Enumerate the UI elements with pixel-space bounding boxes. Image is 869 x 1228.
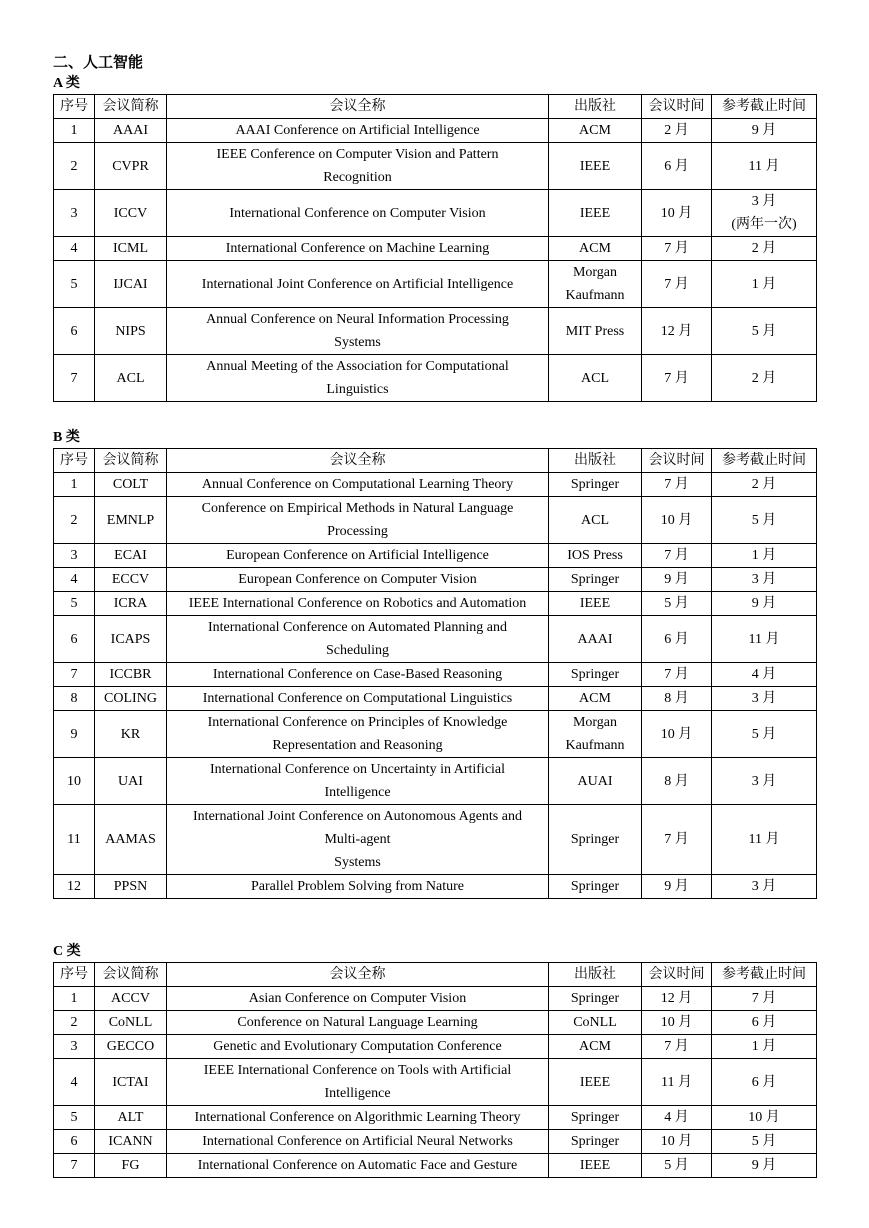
cell-deadline-month: 2 月 bbox=[712, 473, 817, 497]
cell-conf-abbrev: KR bbox=[95, 711, 167, 758]
cell-conf-month: 7 月 bbox=[642, 805, 712, 875]
cell-seq-number: 9 bbox=[54, 711, 95, 758]
cell-publisher: Springer bbox=[549, 568, 642, 592]
table-row bbox=[54, 1011, 817, 1035]
cell-conf-month: 7 月 bbox=[642, 473, 712, 497]
cell-conf-abbrev: IJCAI bbox=[95, 261, 167, 308]
cell-conf-abbrev: COLING bbox=[95, 687, 167, 711]
cell-conf-fullname: AAAI Conference on Artificial Intelligence bbox=[167, 119, 549, 143]
table-row bbox=[54, 143, 817, 190]
cell-publisher: Springer bbox=[549, 473, 642, 497]
cell-conf-abbrev: ACCV bbox=[95, 987, 167, 1011]
cell-conf-month: 9 月 bbox=[642, 875, 712, 899]
cell-seq-number: 7 bbox=[54, 1154, 95, 1178]
cell-conf-abbrev: ICML bbox=[95, 237, 167, 261]
cell-publisher: IOS Press bbox=[549, 544, 642, 568]
cell-publisher: ACL bbox=[549, 497, 642, 544]
section-spacer bbox=[53, 899, 817, 942]
cell-deadline-month: 2 月 bbox=[712, 355, 817, 402]
table-row bbox=[54, 1059, 817, 1106]
cell-conf-month: 2 月 bbox=[642, 119, 712, 143]
cell-publisher: ACM bbox=[549, 237, 642, 261]
cell-deadline-month: 6 月 bbox=[712, 1059, 817, 1106]
table-row bbox=[54, 592, 817, 616]
cell-seq-number: 1 bbox=[54, 987, 95, 1011]
cell-conf-month: 12 月 bbox=[642, 308, 712, 355]
cell-conf-abbrev: PPSN bbox=[95, 875, 167, 899]
conference-table-a bbox=[53, 94, 817, 402]
table-row bbox=[54, 261, 817, 308]
column-header-seq-number: 序号 bbox=[54, 449, 95, 473]
table-row bbox=[54, 687, 817, 711]
cell-conf-month: 11 月 bbox=[642, 1059, 712, 1106]
table-row bbox=[54, 497, 817, 544]
column-header-conf-fullname: 会议全称 bbox=[167, 95, 549, 119]
cell-conf-fullname: International Conference on Computational Linguistics bbox=[167, 687, 549, 711]
cell-conf-month: 7 月 bbox=[642, 544, 712, 568]
cell-deadline-month: 4 月 bbox=[712, 663, 817, 687]
cell-seq-number: 2 bbox=[54, 497, 95, 544]
cell-seq-number: 4 bbox=[54, 568, 95, 592]
cell-conf-abbrev: ACL bbox=[95, 355, 167, 402]
cell-conf-fullname: International Conference on Principles of Knowledge Representation and Reasoning bbox=[167, 711, 549, 758]
cell-conf-fullname: International Conference on Algorithmic Learning Theory bbox=[167, 1106, 549, 1130]
column-header-conf-abbrev: 会议简称 bbox=[95, 963, 167, 987]
cell-publisher: IEEE bbox=[549, 1059, 642, 1106]
section-title-c: C 类 bbox=[53, 944, 81, 959]
cell-seq-number: 7 bbox=[54, 355, 95, 402]
cell-deadline-month: 5 月 bbox=[712, 711, 817, 758]
cell-conf-month: 4 月 bbox=[642, 1106, 712, 1130]
column-header-publisher: 出版社 bbox=[549, 95, 642, 119]
cell-publisher: Morgan Kaufmann bbox=[549, 261, 642, 308]
cell-deadline-month: 7 月 bbox=[712, 987, 817, 1011]
cell-conf-fullname: International Conference on Automatic Face and Gesture bbox=[167, 1154, 549, 1178]
table-header-row bbox=[54, 95, 817, 119]
cell-conf-abbrev: AAAI bbox=[95, 119, 167, 143]
cell-conf-abbrev: CoNLL bbox=[95, 1011, 167, 1035]
column-header-deadline-month: 参考截止时间 bbox=[712, 95, 817, 119]
cell-conf-month: 10 月 bbox=[642, 497, 712, 544]
cell-seq-number: 6 bbox=[54, 308, 95, 355]
section-title-a: A 类 bbox=[53, 76, 80, 91]
cell-conf-fullname: European Conference on Computer Vision bbox=[167, 568, 549, 592]
cell-conf-fullname: Annual Conference on Computational Learning Theory bbox=[167, 473, 549, 497]
cell-conf-abbrev: COLT bbox=[95, 473, 167, 497]
cell-seq-number: 1 bbox=[54, 119, 95, 143]
cell-deadline-month: 11 月 bbox=[712, 616, 817, 663]
cell-publisher: Springer bbox=[549, 805, 642, 875]
cell-deadline-month: 9 月 bbox=[712, 1154, 817, 1178]
table-row bbox=[54, 758, 817, 805]
table-row bbox=[54, 711, 817, 758]
cell-publisher: MIT Press bbox=[549, 308, 642, 355]
cell-deadline-month: 3 月 (两年一次) bbox=[712, 190, 817, 237]
cell-deadline-month: 3 月 bbox=[712, 758, 817, 805]
cell-conf-fullname: Parallel Problem Solving from Nature bbox=[167, 875, 549, 899]
cell-deadline-month: 3 月 bbox=[712, 568, 817, 592]
cell-seq-number: 3 bbox=[54, 544, 95, 568]
cell-conf-fullname: International Conference on Computer Vision bbox=[167, 190, 549, 237]
column-header-publisher: 出版社 bbox=[549, 963, 642, 987]
cell-seq-number: 3 bbox=[54, 1035, 95, 1059]
cell-conf-abbrev: CVPR bbox=[95, 143, 167, 190]
cell-conf-fullname: International Joint Conference on Artificial Intelligence bbox=[167, 261, 549, 308]
cell-conf-month: 10 月 bbox=[642, 1130, 712, 1154]
cell-seq-number: 12 bbox=[54, 875, 95, 899]
cell-conf-abbrev: ECCV bbox=[95, 568, 167, 592]
cell-conf-fullname: Annual Conference on Neural Information Processing Systems bbox=[167, 308, 549, 355]
cell-seq-number: 3 bbox=[54, 190, 95, 237]
cell-conf-abbrev: FG bbox=[95, 1154, 167, 1178]
cell-deadline-month: 1 月 bbox=[712, 261, 817, 308]
cell-conf-abbrev: ICAPS bbox=[95, 616, 167, 663]
cell-publisher: Springer bbox=[549, 1130, 642, 1154]
cell-conf-month: 8 月 bbox=[642, 687, 712, 711]
conference-table-c bbox=[53, 962, 817, 1178]
cell-seq-number: 4 bbox=[54, 1059, 95, 1106]
cell-conf-month: 7 月 bbox=[642, 663, 712, 687]
cell-conf-fullname: International Joint Conference on Autonomous Agents and Multi-agent Systems bbox=[167, 805, 549, 875]
column-header-conf-month: 会议时间 bbox=[642, 449, 712, 473]
cell-deadline-month: 5 月 bbox=[712, 308, 817, 355]
cell-seq-number: 10 bbox=[54, 758, 95, 805]
table-row bbox=[54, 805, 817, 875]
section-title-b: B 类 bbox=[53, 430, 80, 445]
cell-seq-number: 5 bbox=[54, 1106, 95, 1130]
cell-seq-number: 7 bbox=[54, 663, 95, 687]
cell-conf-fullname: Genetic and Evolutionary Computation Conference bbox=[167, 1035, 549, 1059]
cell-conf-month: 10 月 bbox=[642, 1011, 712, 1035]
cell-deadline-month: 11 月 bbox=[712, 805, 817, 875]
cell-publisher: Springer bbox=[549, 875, 642, 899]
table-row bbox=[54, 568, 817, 592]
cell-conf-month: 6 月 bbox=[642, 143, 712, 190]
cell-seq-number: 5 bbox=[54, 592, 95, 616]
column-header-conf-month: 会议时间 bbox=[642, 95, 712, 119]
cell-seq-number: 1 bbox=[54, 473, 95, 497]
conference-table-b bbox=[53, 448, 817, 899]
cell-conf-month: 7 月 bbox=[642, 1035, 712, 1059]
cell-conf-abbrev: ECAI bbox=[95, 544, 167, 568]
document-heading: 二、人工智能 bbox=[53, 55, 144, 71]
column-header-deadline-month: 参考截止时间 bbox=[712, 449, 817, 473]
table-row bbox=[54, 616, 817, 663]
table-header-row bbox=[54, 449, 817, 473]
cell-conf-abbrev: UAI bbox=[95, 758, 167, 805]
cell-publisher: Springer bbox=[549, 987, 642, 1011]
column-header-conf-fullname: 会议全称 bbox=[167, 449, 549, 473]
cell-conf-fullname: IEEE International Conference on Tools with Artificial Intelligence bbox=[167, 1059, 549, 1106]
cell-conf-fullname: International Conference on Automated Planning and Scheduling bbox=[167, 616, 549, 663]
cell-conf-month: 9 月 bbox=[642, 568, 712, 592]
column-header-seq-number: 序号 bbox=[54, 95, 95, 119]
table-row bbox=[54, 355, 817, 402]
cell-conf-fullname: Conference on Empirical Methods in Natural Language Processing bbox=[167, 497, 549, 544]
cell-conf-abbrev: ICCV bbox=[95, 190, 167, 237]
cell-seq-number: 2 bbox=[54, 1011, 95, 1035]
cell-conf-abbrev: ICRA bbox=[95, 592, 167, 616]
column-header-conf-abbrev: 会议简称 bbox=[95, 449, 167, 473]
cell-seq-number: 6 bbox=[54, 616, 95, 663]
cell-conf-abbrev: ALT bbox=[95, 1106, 167, 1130]
cell-conf-abbrev: NIPS bbox=[95, 308, 167, 355]
cell-deadline-month: 1 月 bbox=[712, 1035, 817, 1059]
cell-deadline-month: 3 月 bbox=[712, 875, 817, 899]
cell-conf-month: 12 月 bbox=[642, 987, 712, 1011]
table-row bbox=[54, 190, 817, 237]
column-header-conf-month: 会议时间 bbox=[642, 963, 712, 987]
table-row bbox=[54, 544, 817, 568]
cell-conf-fullname: Annual Meeting of the Association for Computational Linguistics bbox=[167, 355, 549, 402]
cell-conf-fullname: Conference on Natural Language Learning bbox=[167, 1011, 549, 1035]
table-row bbox=[54, 237, 817, 261]
cell-publisher: ACM bbox=[549, 1035, 642, 1059]
cell-conf-month: 7 月 bbox=[642, 261, 712, 308]
cell-seq-number: 8 bbox=[54, 687, 95, 711]
cell-conf-fullname: International Conference on Uncertainty in Artificial Intelligence bbox=[167, 758, 549, 805]
table-row bbox=[54, 308, 817, 355]
cell-conf-abbrev: ICCBR bbox=[95, 663, 167, 687]
cell-conf-abbrev: ICTAI bbox=[95, 1059, 167, 1106]
cell-publisher: Springer bbox=[549, 1106, 642, 1130]
table-row bbox=[54, 663, 817, 687]
cell-deadline-month: 10 月 bbox=[712, 1106, 817, 1130]
cell-deadline-month: 5 月 bbox=[712, 497, 817, 544]
table-row bbox=[54, 119, 817, 143]
cell-seq-number: 5 bbox=[54, 261, 95, 308]
table-row bbox=[54, 875, 817, 899]
cell-deadline-month: 6 月 bbox=[712, 1011, 817, 1035]
cell-deadline-month: 2 月 bbox=[712, 237, 817, 261]
column-header-publisher: 出版社 bbox=[549, 449, 642, 473]
cell-publisher: IEEE bbox=[549, 190, 642, 237]
cell-conf-abbrev: ICANN bbox=[95, 1130, 167, 1154]
cell-conf-month: 8 月 bbox=[642, 758, 712, 805]
cell-seq-number: 2 bbox=[54, 143, 95, 190]
table-row bbox=[54, 1035, 817, 1059]
cell-conf-fullname: International Conference on Case-Based Reasoning bbox=[167, 663, 549, 687]
table-row bbox=[54, 473, 817, 497]
document-page bbox=[53, 52, 817, 1178]
cell-conf-abbrev: AAMAS bbox=[95, 805, 167, 875]
cell-conf-fullname: International Conference on Machine Learning bbox=[167, 237, 549, 261]
cell-publisher: ACM bbox=[549, 119, 642, 143]
cell-seq-number: 11 bbox=[54, 805, 95, 875]
cell-conf-month: 5 月 bbox=[642, 592, 712, 616]
table-row bbox=[54, 1154, 817, 1178]
cell-publisher: Springer bbox=[549, 663, 642, 687]
column-header-conf-abbrev: 会议简称 bbox=[95, 95, 167, 119]
cell-conf-fullname: Asian Conference on Computer Vision bbox=[167, 987, 549, 1011]
table-row bbox=[54, 1106, 817, 1130]
cell-conf-month: 7 月 bbox=[642, 355, 712, 402]
cell-conf-month: 10 月 bbox=[642, 190, 712, 237]
cell-conf-fullname: European Conference on Artificial Intelligence bbox=[167, 544, 549, 568]
cell-seq-number: 6 bbox=[54, 1130, 95, 1154]
cell-conf-month: 10 月 bbox=[642, 711, 712, 758]
cell-conf-abbrev: GECCO bbox=[95, 1035, 167, 1059]
table-row bbox=[54, 987, 817, 1011]
cell-publisher: IEEE bbox=[549, 592, 642, 616]
cell-conf-month: 5 月 bbox=[642, 1154, 712, 1178]
cell-deadline-month: 3 月 bbox=[712, 687, 817, 711]
cell-publisher: CoNLL bbox=[549, 1011, 642, 1035]
cell-conf-fullname: IEEE Conference on Computer Vision and Pattern Recognition bbox=[167, 143, 549, 190]
column-header-deadline-month: 参考截止时间 bbox=[712, 963, 817, 987]
section-spacer bbox=[53, 402, 817, 428]
table-row bbox=[54, 1130, 817, 1154]
cell-conf-fullname: IEEE International Conference on Robotics and Automation bbox=[167, 592, 549, 616]
cell-deadline-month: 1 月 bbox=[712, 544, 817, 568]
cell-deadline-month: 5 月 bbox=[712, 1130, 817, 1154]
cell-publisher: Morgan Kaufmann bbox=[549, 711, 642, 758]
cell-conf-abbrev: EMNLP bbox=[95, 497, 167, 544]
cell-publisher: AAAI bbox=[549, 616, 642, 663]
cell-conf-fullname: International Conference on Artificial Neural Networks bbox=[167, 1130, 549, 1154]
cell-publisher: ACM bbox=[549, 687, 642, 711]
cell-deadline-month: 11 月 bbox=[712, 143, 817, 190]
cell-publisher: AUAI bbox=[549, 758, 642, 805]
column-header-seq-number: 序号 bbox=[54, 963, 95, 987]
cell-publisher: ACL bbox=[549, 355, 642, 402]
cell-conf-month: 7 月 bbox=[642, 237, 712, 261]
cell-seq-number: 4 bbox=[54, 237, 95, 261]
cell-publisher: IEEE bbox=[549, 143, 642, 190]
cell-deadline-month: 9 月 bbox=[712, 592, 817, 616]
cell-publisher: IEEE bbox=[549, 1154, 642, 1178]
cell-deadline-month: 9 月 bbox=[712, 119, 817, 143]
column-header-conf-fullname: 会议全称 bbox=[167, 963, 549, 987]
table-header-row bbox=[54, 963, 817, 987]
cell-conf-month: 6 月 bbox=[642, 616, 712, 663]
